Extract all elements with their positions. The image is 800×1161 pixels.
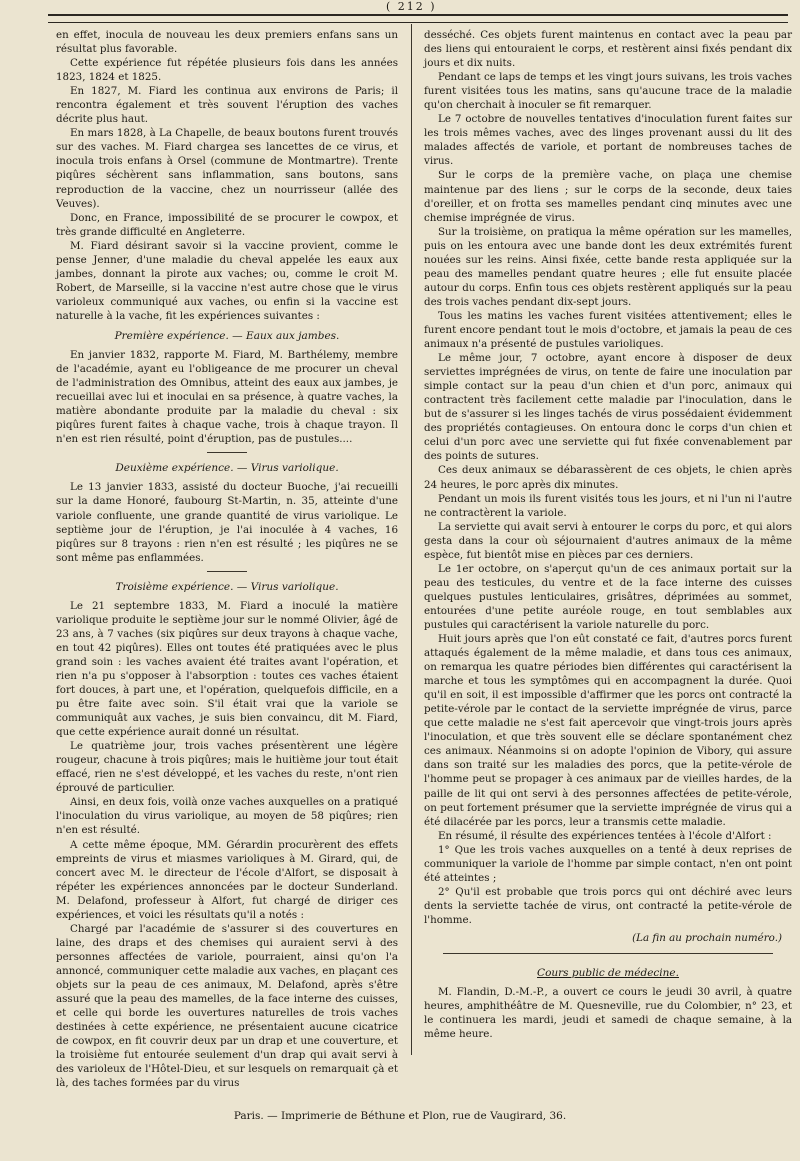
- paragraph: Pendant un mois ils furent visités tous les jours, et ni l'un ni l'autre ne contractèrent la variole.: [424, 492, 792, 519]
- paragraph: A cette même époque, MM. Gérardin procurèrent des effets empreints de virus et miasmes varioliques à M. Girard, qui, de concert avec M. le directeur de l'école d'Alfort, se disposait à répéter les expériences annoncées par le docteur Sunderland. M. Delafond, professeur à Alfort, fut chargé de diriger ces expériences, et voici les résultats qu'il a notés :: [56, 838, 398, 921]
- paragraph: M. Fiard désirant savoir si la vaccine provient, comme le pense Jenner, d'une maladie du cheval appelée les eaux aux jambes, donnant la pirote aux vaches; ou, comme le croit M. Robert, de Marseille, si la vaccine n'est autre chose que le virus varioleux communiqué aux vaches, ou enfin si la vaccine est naturelle à la vache, fit les expériences suivantes :: [56, 239, 398, 322]
- paragraph: Chargé par l'académie de s'assurer si des couvertures en laine, des draps et des chemises qui auraient servi à des personnes affectées de variole, pourraient, ainsi qu'on l'a annoncé, communiquer cette maladie aux vaches, en plaçant ces objets sur la peau de ces animaux, M. Delafond, après s'être assuré que la peau des mamelles, de la face interne des cuisses, et celle qui borde les ouvertures naturelles de trois vaches destinées à cette expérience, ne présentaient aucune cicatrice de cowpox, en fit couvrir deux par un drap et une couverture, et la troisième fut entourée seulement d'un drap qui avait servi à des varioleux de l'Hôtel-Dieu, et sur lesquels on remarquait çà et là, des taches formées par du virus: [56, 922, 398, 1090]
- paragraph: En 1827, M. Fiard les continua aux environs de Paris; il rencontra également et très souvent l'éruption des vaches décrite plus haut.: [56, 85, 398, 126]
- paragraph: En janvier 1832, rapporte M. Fiard, M. Barthélemy, membre de l'académie, ayant eu l'obligeance de me procurer un cheval de l'administration des Omnibus, atteint des eaux aux jambes, je recueillai avec lui et inoculai en sa présence, à quatre vaches, la matière abondante produite par la maladie du cheval : six piqûres furent faites à chaque vache, trois à chaque trayon. Il n'en est rien résulté, point d'éruption, pas de pustules....: [56, 349, 398, 446]
- paragraph: Le même jour, 7 octobre, ayant encore à disposer de deux serviettes imprégnées de virus, on tente de faire une inoculation par simple contact sur la peau d'un chien et d'un porc, animaux qui contractent très facilement cette maladie par l'inoculation, dans le but de s'assurer si les linges tachés de virus possédaient évidemment des propriétés contagieuses. On entoura donc le corps d'un chien et celui d'un porc avec une serviette qui fut fixée convenablement par des points de sutures.: [424, 352, 792, 463]
- paragraph: 1° Que les trois vaches auxquelles on a tenté à deux reprises de communiquer la variole de l'homme par simple contact, n'en ont point été atteintes ;: [424, 843, 792, 884]
- paragraph: Le quatrième jour, trois vaches présentèrent une légère rougeur, chacune à trois piqûres; mais le huitième jour tout était effacé, rien ne s'est développé, et les vaches du reste, n'ont rien éprouvé de particulier.: [56, 740, 398, 795]
- paragraph: Ces deux animaux se débarassèrent de ces objets, le chien après 24 heures, le porc après dix minutes.: [424, 464, 792, 491]
- paragraph: Le 13 janvier 1833, assisté du docteur Buoche, j'ai recueilli sur la dame Honoré, faubourg St-Martin, n. 35, atteinte d'une variole confluente, une grande quantité de virus variolique. Le septième jour de l'éruption, je l'ai inoculée à 4 vaches, 16 piqûres sur 8 trayons : rien n'en est résulté ; les piqûres ne se sont même pas enflammées.: [56, 481, 398, 564]
- section-heading: Cours public de médecine.: [537, 967, 679, 980]
- paragraph: 2° Qu'il est probable que trois porcs qui ont déchiré avec leurs dents la serviette tachée de virus, ont contracté la petite-vérole de l'homme.: [424, 885, 792, 926]
- section-heading: Troisième expérience. — Virus variolique.: [115, 580, 339, 593]
- continuation-note: (La fin au prochain numéro.): [632, 932, 782, 944]
- paragraph: En résumé, il résulte des expériences tentées à l'école d'Alfort :: [438, 829, 772, 842]
- section-heading: Deuxième expérience. — Virus variolique.: [115, 462, 339, 475]
- right-column: [424, 28, 792, 1049]
- paragraph: Le 7 octobre de nouvelles tentatives d'inoculation furent faites sur les trois mêmes vaches, avec des linges provenant aussi du lit des malades affectés de variole, et portant de nombreuses taches de virus.: [424, 113, 792, 168]
- paragraph: Le 21 septembre 1833, M. Fiard a inoculé la matière variolique produite le septième jour sur le nommé Olivier, âgé de 23 ans, à 7 vaches (six piqûres sur deux trayons à chaque vache, en tout 42 piqûres). Elles ont toutes été pratiquées avec le plus grand soin : les vaches avaient été traites avant l'opération, et rien n'a pu s'opposer à l'absorption : toutes ces vaches étaient fort douces, à part une, et l'opération, quelquefois difficile, en a pu être faite avec soin. S'il était vrai que la variole se communiquât aux vaches, je suis bien convaincu, dit M. Fiard, que cette expérience aurait donné un résultat.: [56, 599, 398, 739]
- section-heading: Première expérience. — Eaux aux jambes.: [114, 329, 340, 342]
- paragraph: Pendant ce laps de temps et les vingt jours suivans, les trois vaches furent visitées tous les matins, sans qu'aucune trace de la maladie qu'on cherchait à inoculer se fit remarquer.: [424, 71, 792, 112]
- paragraph: Sur le corps de la première vache, on plaça une chemise maintenue par des liens ; sur le corps de la seconde, deux taies d'oreiller, et on frotta ses mamelles pendant cinq minutes avec une chemise imprégnée de virus.: [424, 169, 792, 224]
- paragraph: Huit jours après que l'on eût constaté ce fait, d'autres porcs furent attaqués également de la même maladie, et dans tous ces animaux, on remarqua les quatre périodes bien différentes qui caractérisent la marche et tous les symptômes qui en accompagnent la durée. Quoi qu'il en soit, il est impossible d'affirmer que les porcs ont contracté la petite-vérole par le contact de la serviette imprégnée de virus, parce que cette maladie ne s'est fait apercevoir que vingt-trois jours après l'inoculation, et que très souvent elle se déclare spontanément chez ces animaux. Néanmoins si on adopte l'opinion de Vibory, qui assure dans son traité sur les maladies des porcs, que la petite-vérole de l'homme peut se propager à ces animaux par de vieilles hardes, de la paille de lit qui ont servi à des personnes affectées de petite-vérole, on peut fortement présumer que la serviette imprégnée de virus qui a été dilacérée par les porcs, leur a transmis cette maladie.: [424, 633, 792, 828]
- paragraph: La serviette qui avait servi à entourer le corps du porc, et qui alors gesta dans la cour où séjournaient d'autres animaux de la même espèce, fut bientôt mise en pièces par ces derniers.: [424, 520, 792, 561]
- left-column: [56, 28, 398, 1090]
- paragraph: Le 1er octobre, on s'aperçut qu'un de ces animaux portait sur la peau des testicules, du ventre et de la face interne des cuisses quelques pustules lenticulaires, grisâtres, déprimées au sommet, entourées d'une petite auréole rouge, en tout semblables aux pustules qui caractérisent la variole naturelle du porc.: [424, 562, 792, 631]
- page-number: ( 212 ): [386, 0, 437, 13]
- separator: [443, 953, 773, 954]
- separator: [207, 571, 247, 572]
- paragraph: Sur la troisième, on pratiqua la même opération sur les mamelles, puis on les entoura avec une bande dont les deux extrémités furent nouées sur les reins. Ainsi fixée, cette bande resta appliquée sur la peau des mamelles pendant quatre heures ; elle fut ensuite placée autour du corps. Enfin tous ces objets restèrent appliqués sur la peau des trois vaches pendant dix-sept jours.: [424, 225, 792, 308]
- paragraph: Cette expérience fut répétée plusieurs fois dans les années 1823, 1824 et 1825.: [56, 57, 398, 84]
- header-rule: [48, 14, 788, 23]
- paragraph: M. Flandin, D.-M.-P., a ouvert ce cours le jeudi 30 avril, à quatre heures, amphithéâtre de M. Quesneville, rue du Colombier, n° 23, et le continuera les mardi, jeudi et samedi de chaque semaine, à la même heure.: [424, 986, 792, 1041]
- paragraph: En mars 1828, à La Chapelle, de beaux boutons furent trouvés sur des vaches. M. Fiard chargea ses lancettes de ce virus, et inocula trois enfans à Orsel (commune de Montmartre). Trente piqûres séchèrent sans inflammation, sans boutons, sans reproduction de la vaccine, chez un nourrisseur (allée des Veuves).: [56, 127, 398, 210]
- paragraph: Tous les matins les vaches furent visitées attentivement; elles le furent encore pendant tout le mois d'octobre, et jamais la peau de ces animaux n'a présenté de pustules varioliques.: [424, 309, 792, 351]
- paragraph: en effet, inocula de nouveau les deux premiers enfans sans un résultat plus favorable.: [56, 29, 398, 56]
- paragraph: Donc, en France, impossibilité de se procurer le cowpox, et très grande difficulté en Angleterre.: [56, 211, 398, 238]
- paragraph: desséché. Ces objets furent maintenus en contact avec la peau par des liens qui entouraient le corps, et restèrent ainsi fixés pendant dix jours et dix nuits.: [424, 29, 792, 70]
- printer-imprint: Paris. — Imprimerie de Béthune et Plon, rue de Vaugirard, 36.: [233, 1110, 567, 1122]
- separator: [207, 452, 247, 453]
- column-divider: [411, 24, 412, 1055]
- paragraph: Ainsi, en deux fois, voilà onze vaches auxquelles on a pratiqué l'inoculation du virus variolique, au moyen de 58 piqûres; rien n'en est résulté.: [56, 796, 398, 837]
